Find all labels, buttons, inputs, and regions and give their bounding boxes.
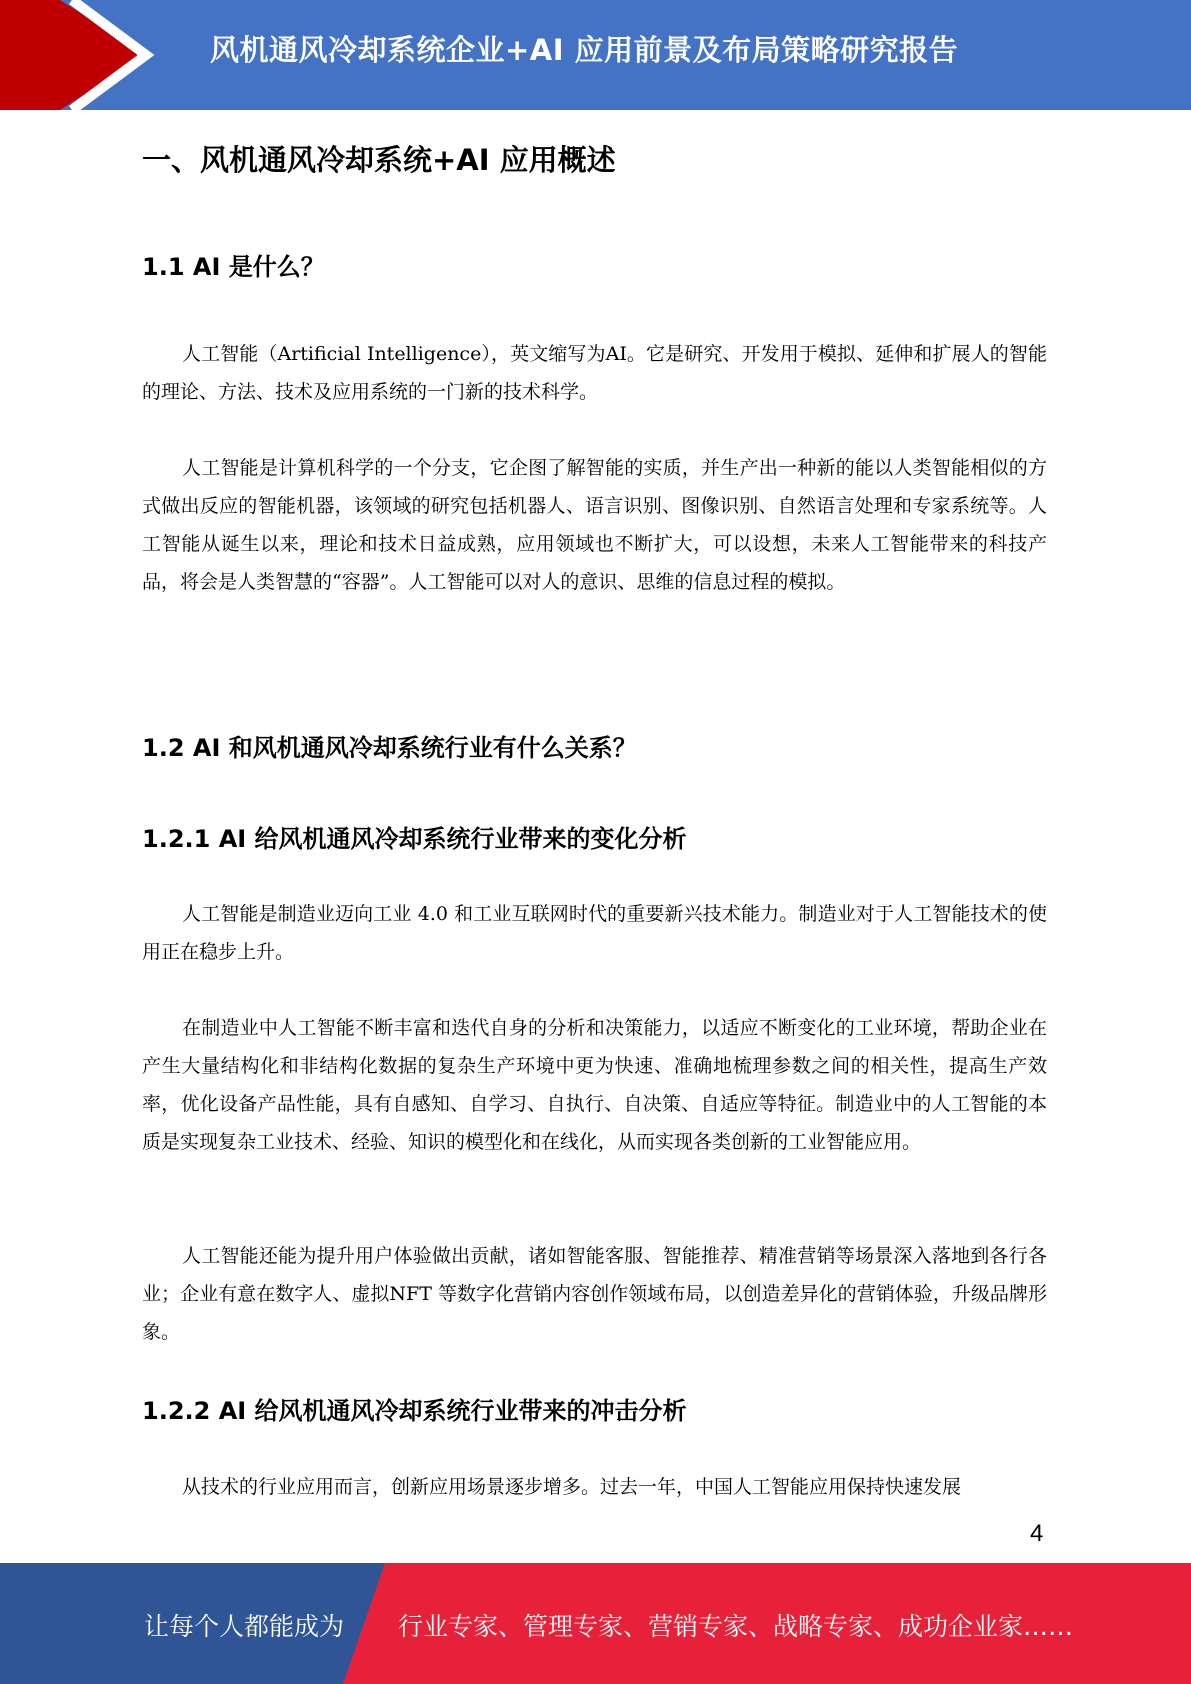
paragraph: 人工智能是计算机科学的一个分支，它企图了解智能的实质，并生产出一种新的能以人类智能相似的方式做出反应的智能机器，该领域的研究包括机器人、语言识别、图像识别、自然语言处理和专家系统等。人工智能从诞生以来，理论和技术日益成熟，应用领域也不断扩大，可以设想，未来人工智能带来的科技产品，将会是人类智慧的“容器”。人工智能可以对人的意识、思维的信息过程的模拟。	[142, 457, 1047, 593]
chapter-heading: 一、风机通风冷却系统+AI 应用概述	[142, 143, 616, 177]
paragraph: 人工智能是制造业迈向工业 4.0 和工业互联网时代的重要新兴技术能力。制造业对于人工智能技术的使用正在稳步上升。	[142, 903, 1047, 963]
section-heading-1-2: 1.2 AI 和风机通风冷却系统行业有什么关系？	[142, 734, 637, 762]
page-number: 4	[1030, 1520, 1044, 1547]
footer-slogan-right: 行业专家、管理专家、营销专家、战略专家、成功企业家……	[398, 1612, 1074, 1641]
section-heading-1-2-2: 1.2.2 AI 给风机通风冷却系统行业带来的冲击分析	[142, 1397, 687, 1425]
section-heading-1-2-1: 1.2.1 AI 给风机通风冷却系统行业带来的变化分析	[142, 825, 687, 853]
report-title: 风机通风冷却系统企业+AI 应用前景及布局策略研究报告	[210, 33, 959, 67]
paragraph: 人工智能还能为提升用户体验做出贡献，诸如智能客服、智能推荐、精准营销等场景深入落地到各行各业；企业有意在数字人、虚拟NFT 等数字化营销内容创作领域布局，以创造差异化的营销体验，升级品牌形象。	[142, 1245, 1047, 1343]
paragraph: 从技术的行业应用而言，创新应用场景逐步增多。过去一年，中国人工智能应用保持快速发展	[182, 1476, 962, 1498]
page-footer-band	[0, 1563, 1191, 1684]
page-header-band	[0, 0, 1191, 110]
section-heading-1-1: 1.1 AI 是什么？	[142, 253, 325, 281]
footer-slogan-left: 让每个人都能成为	[144, 1612, 345, 1641]
paragraph: 在制造业中人工智能不断丰富和迭代自身的分析和决策能力，以适应不断变化的工业环境，帮助企业在产生大量结构化和非结构化数据的复杂生产环境中更为快速、准确地梳理参数之间的相关性，提高生产效率，优化设备产品性能，具有自感知、自学习、自执行、自决策、自适应等特征。制造业中的人工智能的本质是实现复杂工业技术、经验、知识的模型化和在线化，从而实现各类创新的工业智能应用。	[142, 1017, 1047, 1153]
paragraph: 人工智能（Artificial Intelligence），英文缩写为AI。它是研究、开发用于模拟、延伸和扩展人的智能的理论、方法、技术及应用系统的一门新的技术科学。	[142, 343, 1047, 403]
